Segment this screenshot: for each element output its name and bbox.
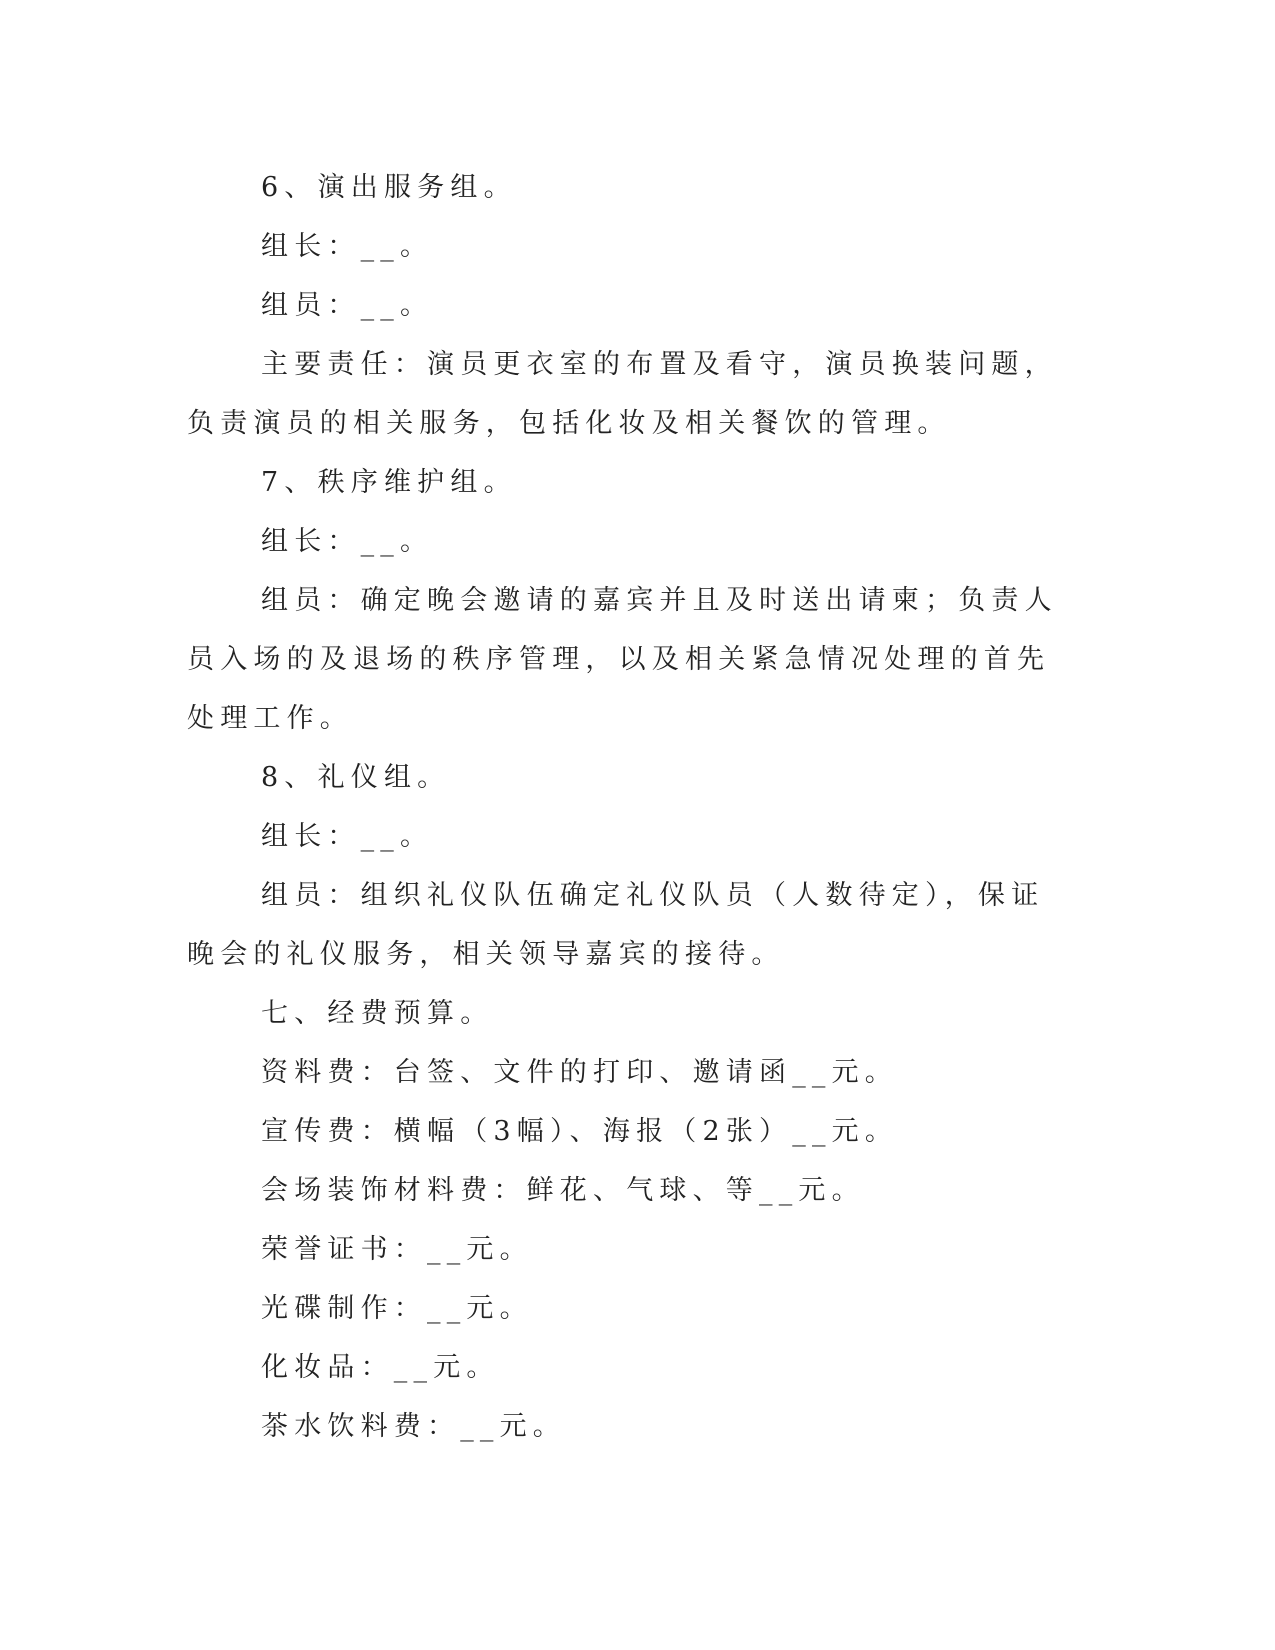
section-heading-etiquette: 8、礼仪组。	[261, 762, 451, 793]
group-member-line: 组员：__。	[261, 290, 434, 321]
group-member-paragraph: 组员：确定晚会邀请的嘉宾并且及时送出请柬；负责人员入场的及退场的秩序管理，以及相关紧急情况处理的首先处理工作。	[187, 585, 1058, 734]
budget-item-refreshments: 茶水饮料费：__元。	[261, 1411, 566, 1442]
section-heading-performance-service: 6、演出服务组。	[261, 172, 517, 203]
responsibility-paragraph: 主要责任：演员更衣室的布置及看守，演员换装问题，负责演员的相关服务，包括化妆及相关餐饮的管理。	[187, 349, 1058, 439]
budget-item-disc-production: 光碟制作：__元。	[261, 1293, 533, 1324]
section-heading-order-maintenance: 7、秩序维护组。	[261, 467, 517, 498]
section-heading-budget: 七、经费预算。	[261, 998, 494, 1029]
group-member-paragraph: 组员：组织礼仪队伍确定礼仪队员（人数待定），保证晚会的礼仪服务，相关领导嘉宾的接待。	[187, 880, 1045, 970]
budget-item-decoration: 会场装饰材料费：鲜花、气球、等__元。	[261, 1175, 865, 1206]
budget-item-certificates: 荣誉证书：__元。	[261, 1234, 533, 1265]
document-body	[187, 158, 1075, 1456]
budget-item-publicity: 宣传费：横幅（3幅）、海报（2张）__元。	[261, 1116, 899, 1147]
group-leader-line: 组长：__。	[261, 526, 434, 557]
group-leader-line: 组长：__。	[261, 821, 434, 852]
budget-item-materials: 资料费：台签、文件的打印、邀请函__元。	[261, 1057, 898, 1088]
budget-item-cosmetics: 化妆品：__元。	[261, 1352, 500, 1383]
group-leader-line: 组长：__。	[261, 231, 434, 262]
